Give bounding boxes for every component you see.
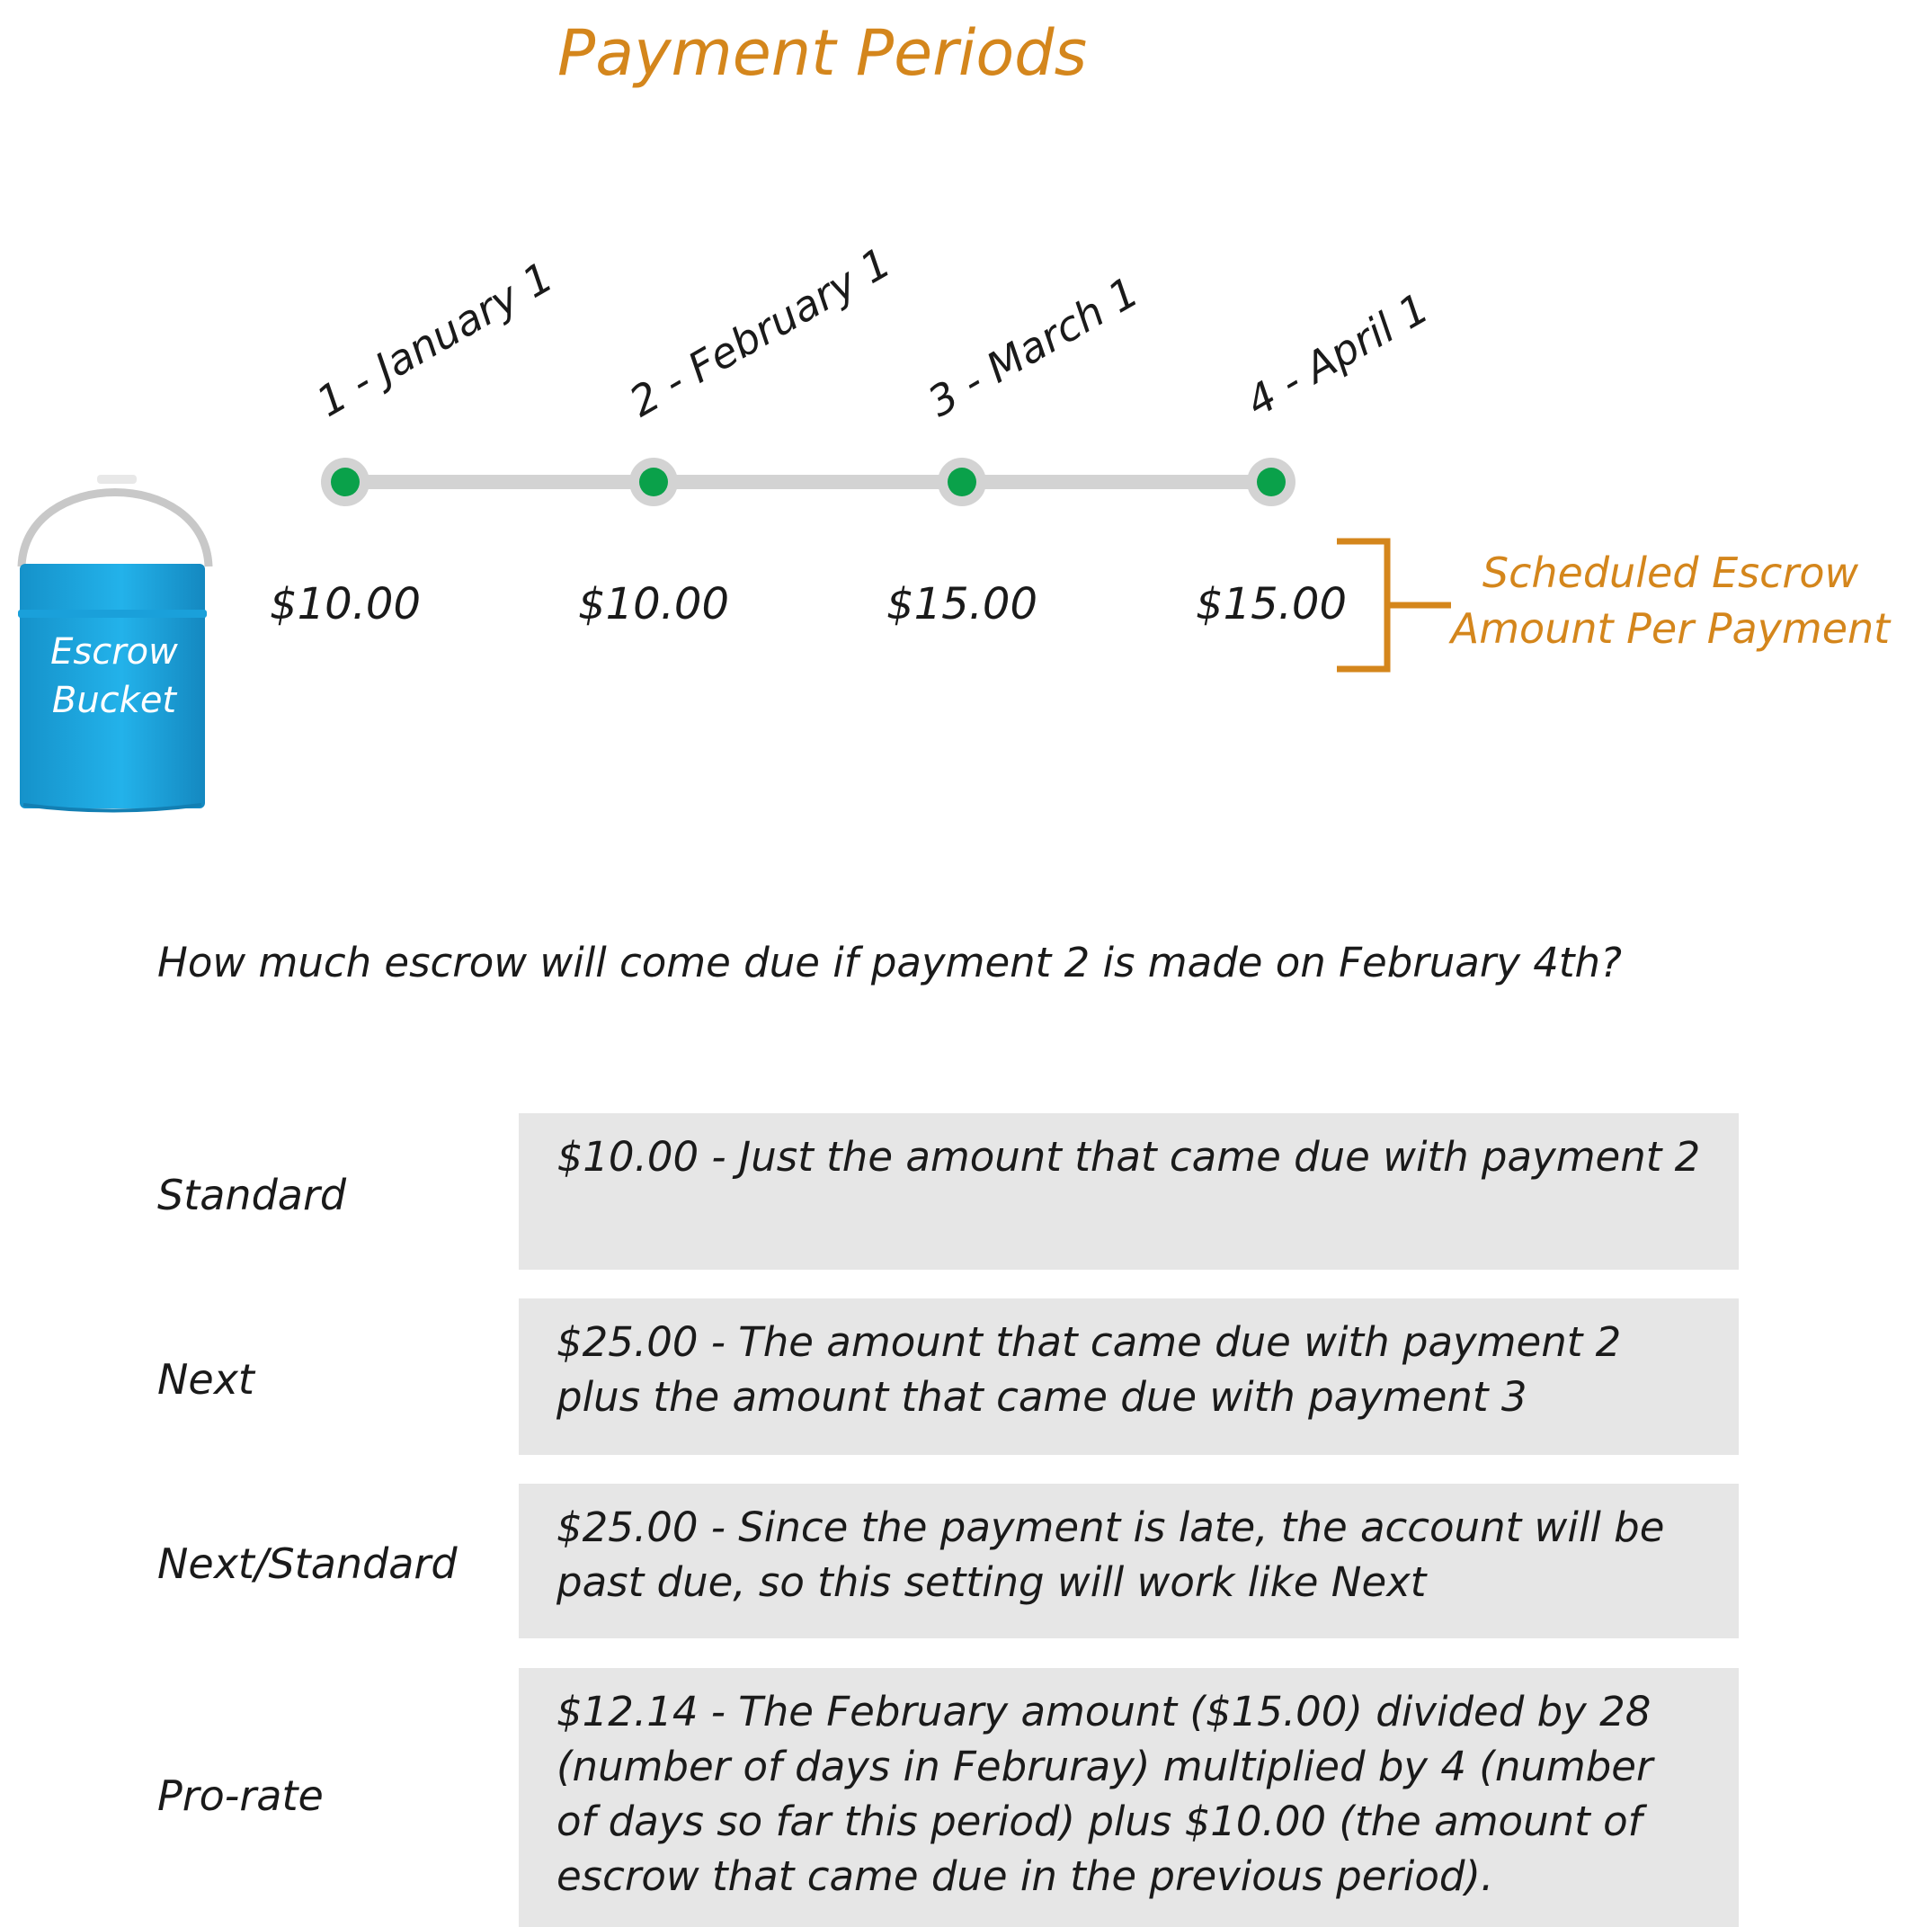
bucket-label-line2: Bucket — [51, 680, 177, 721]
option-name-pro-rate: Pro-rate — [157, 1771, 324, 1820]
option-name-next-standard: Next/Standard — [157, 1539, 458, 1588]
period-label-1: 1 - January 1 — [308, 252, 562, 426]
period-amount-1: $10.00 — [270, 579, 421, 629]
period-amount-3: $15.00 — [886, 579, 1037, 629]
bracket-label-line1: Scheduled Escrow — [1482, 549, 1859, 597]
period-amount-2: $10.00 — [578, 579, 729, 629]
option-description-next: $25.00 - The amount that came due with payment 2 plus the amount that came due with payment 3 — [519, 1298, 1739, 1455]
period-dot-3-fill — [948, 468, 976, 496]
bucket-label — [20, 628, 209, 725]
period-dot-1-fill — [331, 468, 360, 496]
option-name-next: Next — [157, 1355, 254, 1404]
bracket-label — [1446, 545, 1895, 656]
option-description-pro-rate: $12.14 - The February amount ($15.00) divided by 28 (number of days in Februray) multiplied by 4 (number of days so far this period) plus $10.00 (the amount of escrow that came due in the previous period). — [519, 1668, 1739, 1927]
bracket-label-line2: Amount Per Payment — [1450, 604, 1891, 653]
period-label-2: 2 - February 1 — [621, 237, 899, 426]
page-title: Payment Periods — [557, 16, 1088, 90]
option-description-standard: $10.00 - Just the amount that came due with payment 2 — [519, 1113, 1739, 1270]
period-dot-4-fill — [1257, 468, 1286, 496]
period-label-3: 3 - March 1 — [920, 267, 1147, 426]
period-amount-4: $15.00 — [1196, 579, 1347, 629]
period-dot-2-fill — [639, 468, 668, 496]
option-name-standard: Standard — [157, 1171, 347, 1219]
period-label-4: 4 - April 1 — [1238, 283, 1438, 426]
bucket-label-line1: Escrow — [50, 631, 178, 673]
option-description-next-standard: $25.00 - Since the payment is late, the account will be past due, so this setting will work like Next — [519, 1484, 1739, 1638]
question-text: How much escrow will come due if payment 2 is made on February 4th? — [157, 939, 1622, 986]
